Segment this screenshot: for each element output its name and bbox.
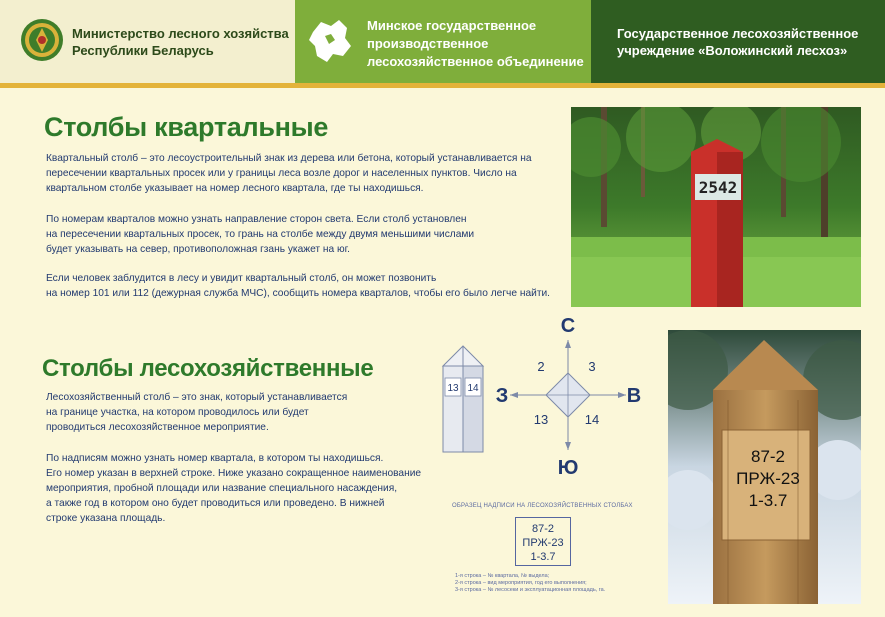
post-drawing-left-number: 13 — [447, 383, 459, 394]
compass-diagram — [488, 312, 653, 477]
compass-quarter-se: 14 — [584, 412, 600, 427]
photo-post-inscription — [722, 446, 814, 512]
paragraph-emergency: Если человек заблудится в лесу и увидит квартальный столб, он может позвонить на номер 101 или 112 (дежурная служба МЧС), сообщить номера кварталов, чтобы его было легче найти. — [46, 273, 551, 299]
header-association — [295, 0, 591, 83]
sample-line-2: ПРЖ-23 — [522, 537, 564, 549]
section-title-forestry-posts: Столбы лесохозяйственные — [42, 355, 374, 382]
paragraph-directions: По номерам кварталов можно узнать направление сторон света. Если столб установлен на пересечении квартальных просек, то грань на столбе между двумя меньшими числами будет указывать на север, противоположная гзань укажет на юг. — [46, 214, 475, 255]
header-leskhoz — [591, 0, 885, 83]
header — [0, 0, 885, 83]
compass-quarter-sw: 13 — [533, 412, 549, 427]
sample-legend: 1-я строка – № квартала, № выдела; 2-я строка – вид мероприятия, год его выполнения; 3-я строка – № лесосеки и эксплуатационная площадь, га. — [455, 573, 606, 593]
sample-caption: ОБРАЗЕЦ НАДПИСИ НА ЛЕСОХОЗЯЙСТВЕННЫХ СТОЛБАХ — [452, 503, 633, 509]
association-name: Минское государственное производственное лесохозяйственное объединение — [367, 18, 584, 69]
sample-line-1: 87-2 — [531, 523, 555, 535]
section-title-quarter-posts: Столбы квартальные — [44, 112, 329, 142]
header-ministry — [0, 0, 295, 83]
photo-line-1: 87-2 — [750, 447, 786, 466]
photo-quarter-post — [571, 107, 861, 307]
ministry-name: Министерство лесного хозяйства Республики Беларусь — [72, 26, 289, 58]
paragraph-inscriptions: По надписям можно узнать номер квартала, в котором ты находишься. Его номер указан в верхней строке. Ниже указано сокращенное наименование мероприятия, пробной площади или название специального насаждения, а также год в котором оно будет проводиться или проведено. В нижней строке указана площадь. — [46, 453, 422, 524]
post-drawing-right-number: 14 — [467, 383, 479, 394]
compass-north-label: С — [560, 315, 576, 337]
paragraph-forestry-definition: Лесохозяйственный столб – это знак, который устанавливается на границе участка, на котором проводилось или будет проводиться лесохозяйственное мероприятие. — [46, 392, 348, 433]
photo-line-3: 1-3.7 — [748, 491, 788, 510]
compass-quarter-ne: 3 — [588, 359, 596, 374]
paragraph-definition: Квартальный столб – это лесоустроительный знак из дерева или бетона, который устанавливается на пересечении квартальных просек или у границы леса возле дорог и населенных пунктов. Число на квартальном столбе указывает на номер лесного квартала, где ты находишься. — [46, 153, 532, 194]
compass-west-label: З — [495, 385, 509, 407]
post-number-label: 2542 — [698, 178, 738, 197]
compass-quarter-nw: 2 — [537, 359, 545, 374]
header-divider — [0, 83, 885, 88]
sample-inscription-box — [515, 517, 571, 566]
minsk-region-map-icon — [305, 14, 355, 68]
sample-line-3: 1-3.7 — [530, 551, 556, 563]
photo-line-2: ПРЖ-23 — [736, 469, 800, 488]
post-drawing — [438, 344, 488, 456]
ministry-emblem-icon — [20, 18, 64, 62]
compass-east-label: В — [626, 385, 642, 407]
compass-south-label: Ю — [557, 457, 579, 477]
leskhoz-name: Государственное лесохозяйственное учреждение «Воложинский лесхоз» — [617, 26, 859, 58]
